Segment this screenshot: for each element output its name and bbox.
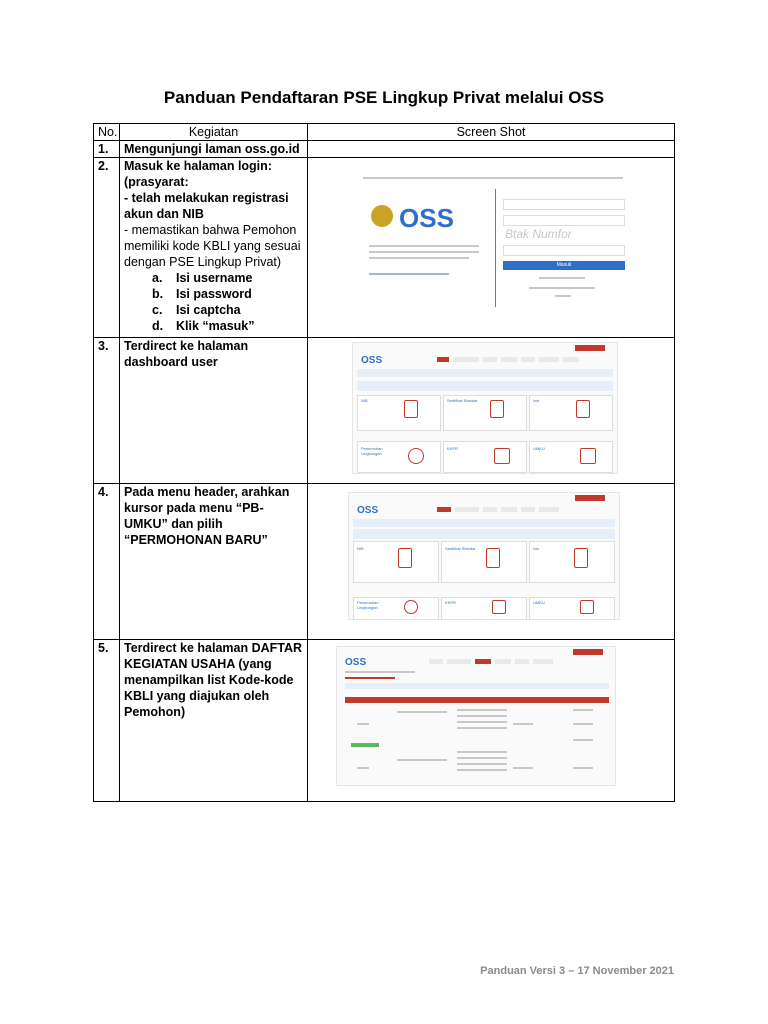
- document-icon: [398, 548, 412, 568]
- list-screenshot-cell: [308, 640, 675, 802]
- sub-item: d. Klik “masuk”: [152, 319, 255, 333]
- row-number: 4.: [94, 484, 120, 640]
- sub-item: c. Isi captcha: [152, 303, 241, 317]
- footer-version: Panduan Versi 3 – 17 November 2021: [480, 965, 674, 977]
- permit-icon: [576, 400, 590, 418]
- oss-logo: OSS: [357, 505, 379, 516]
- oss-logo: OSS: [345, 657, 367, 668]
- table-row: [94, 484, 675, 640]
- kkpr-card[interactable]: KKPR: [441, 597, 527, 620]
- header-activity: Kegiatan: [120, 124, 308, 141]
- activity-list-screenshot: [336, 646, 616, 786]
- activity-line: - telah melakukan registrasi akun dan NIB: [124, 191, 289, 221]
- nib-card[interactable]: NIB: [353, 541, 439, 583]
- certificate-icon: [486, 548, 500, 568]
- activity-line: - memastikan bahwa Pemohon memiliki kode KBLI yang sesuai dengan PSE Lingkup Privat): [124, 223, 301, 269]
- table-row: [94, 158, 675, 338]
- activity-line: (prasyarat:: [124, 175, 189, 189]
- environment-card[interactable]: Pemenuhan Lingkungan: [353, 597, 439, 620]
- permit-card[interactable]: Izin: [529, 541, 615, 583]
- menu-screenshot: [348, 492, 620, 620]
- activity-line: Masuk ke halaman login:: [124, 159, 272, 173]
- sub-item: b. Isi password: [152, 287, 252, 301]
- password-field[interactable]: [503, 215, 625, 226]
- row-activity: [120, 158, 308, 338]
- row-number: 2.: [94, 158, 120, 338]
- certificate-card[interactable]: Sertifikat Standar: [443, 395, 527, 431]
- guide-table: [93, 123, 675, 802]
- environment-card[interactable]: Pemenuhan Lingkungan: [357, 441, 441, 473]
- login-button[interactable]: Masuk: [503, 261, 625, 270]
- table-row: [94, 640, 675, 802]
- permit-icon: [574, 548, 588, 568]
- row-number: 3.: [94, 338, 120, 484]
- list-table-header: [345, 697, 609, 703]
- dashboard-screenshot-cell: [308, 338, 675, 484]
- table-row: [94, 141, 675, 158]
- row-screenshot-empty: [308, 141, 675, 158]
- document-icon: [404, 400, 418, 418]
- umku-card[interactable]: UMKU: [529, 597, 615, 620]
- kkpr-card[interactable]: KKPR: [443, 441, 527, 473]
- row-number: 1.: [94, 141, 120, 158]
- row-activity: Terdirect ke halaman DAFTAR KEGIATAN USAHA (yang menampilkan list Kode-kode KBLI yang diajukan oleh Pemohon): [120, 640, 308, 802]
- environment-icon: [404, 600, 418, 614]
- umku-icon: [580, 600, 594, 614]
- map-icon: [494, 448, 510, 464]
- captcha-image: Btak Numfor: [505, 227, 572, 241]
- permit-card[interactable]: Izin: [529, 395, 613, 431]
- header-screenshot: Screen Shot: [308, 124, 675, 141]
- garuda-emblem-icon: [371, 205, 393, 227]
- table-row: [94, 338, 675, 484]
- oss-logo: OSS: [361, 355, 383, 366]
- umku-card[interactable]: UMKU: [529, 441, 613, 473]
- login-screenshot: [348, 168, 646, 312]
- umku-icon: [580, 448, 596, 464]
- page-title: Panduan Pendaftaran PSE Lingkup Privat melalui OSS: [163, 88, 605, 107]
- nib-card[interactable]: NIB: [357, 395, 441, 431]
- dashboard-screenshot: [352, 342, 618, 474]
- certificate-icon: [490, 400, 504, 418]
- sub-item: a. Isi username: [152, 271, 253, 285]
- row-activity: Terdirect ke halaman dashboard user: [120, 338, 308, 484]
- row-activity: Pada menu header, arahkan kursor pada menu “PB-UMKU” dan pilih “PERMOHONAN BARU”: [120, 484, 308, 640]
- header-no: No.: [94, 124, 120, 141]
- map-icon: [492, 600, 506, 614]
- certificate-card[interactable]: Sertifikat Standar: [441, 541, 527, 583]
- row-number: 5.: [94, 640, 120, 802]
- menu-screenshot-cell: [308, 484, 675, 640]
- table-header-row: [94, 124, 675, 141]
- row-activity: Mengunjungi laman oss.go.id: [120, 141, 308, 158]
- kbli-badge: [351, 743, 379, 747]
- captcha-field[interactable]: [503, 245, 625, 256]
- environment-icon: [408, 448, 424, 464]
- username-field[interactable]: [503, 199, 625, 210]
- oss-logo: OSS: [399, 203, 454, 233]
- login-screenshot-cell: [308, 158, 675, 338]
